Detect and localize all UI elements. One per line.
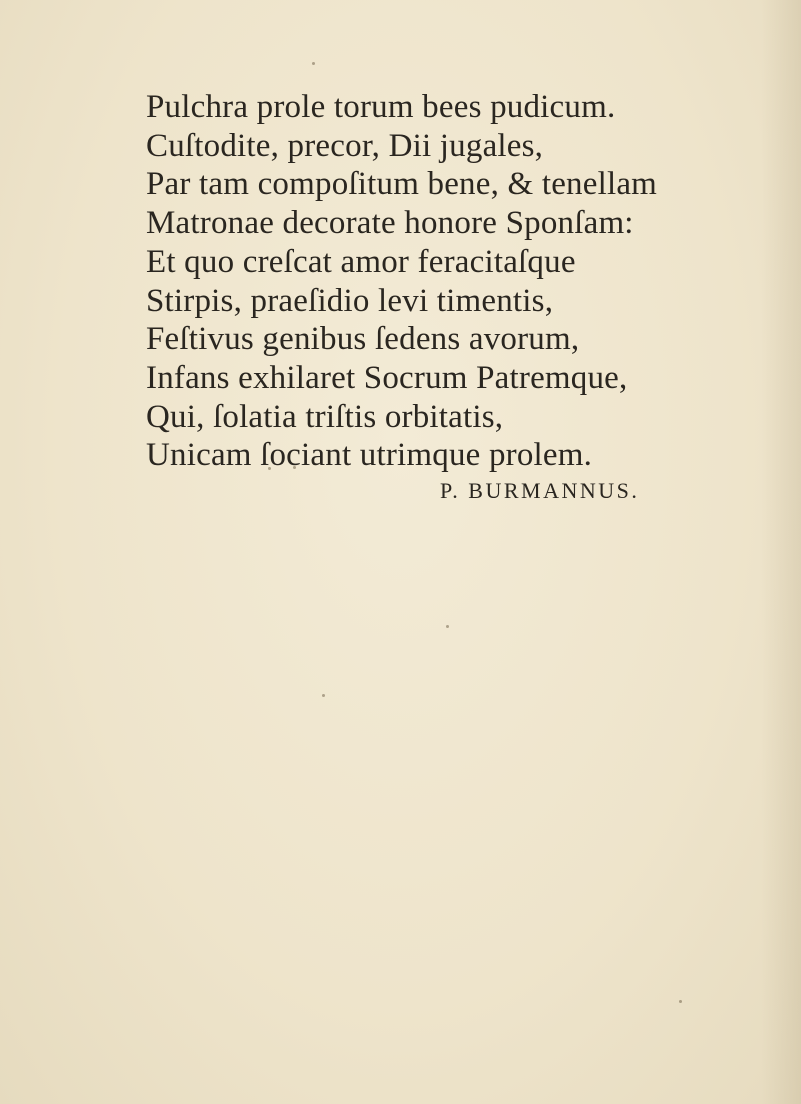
paper-speck bbox=[446, 625, 449, 628]
poem-line: Infans exhilaret Socrum Patremque, bbox=[146, 359, 628, 396]
paper-speck bbox=[312, 62, 315, 65]
paper-speck bbox=[293, 466, 296, 469]
poem-line: Unicam ſociant utrimque prolem. bbox=[146, 437, 593, 474]
page-edge-shadow bbox=[761, 0, 801, 1104]
poem-line: Feſtivus genibus ſedens avorum, bbox=[146, 321, 580, 358]
paper-speck bbox=[268, 467, 271, 470]
author-signature: P. BURMANNUS. bbox=[440, 478, 640, 503]
poem-line: Matronae decorate honore Sponſam: bbox=[146, 205, 634, 242]
poem-line: Qui, ſolatia triſtis orbitatis, bbox=[146, 398, 504, 435]
poem-text bbox=[146, 88, 657, 475]
paper-speck bbox=[679, 1000, 682, 1003]
poem-line: Pulchra prole torum bees pudicum. bbox=[146, 89, 616, 125]
poem-line: Stirpis, praeſidio levi timentis, bbox=[146, 282, 554, 319]
poem-line: Cuſtodite, precor, Dii jugales, bbox=[146, 127, 544, 164]
poem-line: Et quo creſcat amor feracitaſque bbox=[146, 243, 576, 280]
poem-line: Par tam compoſitum bene, & tenellam bbox=[146, 166, 658, 203]
paper-speck bbox=[322, 694, 325, 697]
